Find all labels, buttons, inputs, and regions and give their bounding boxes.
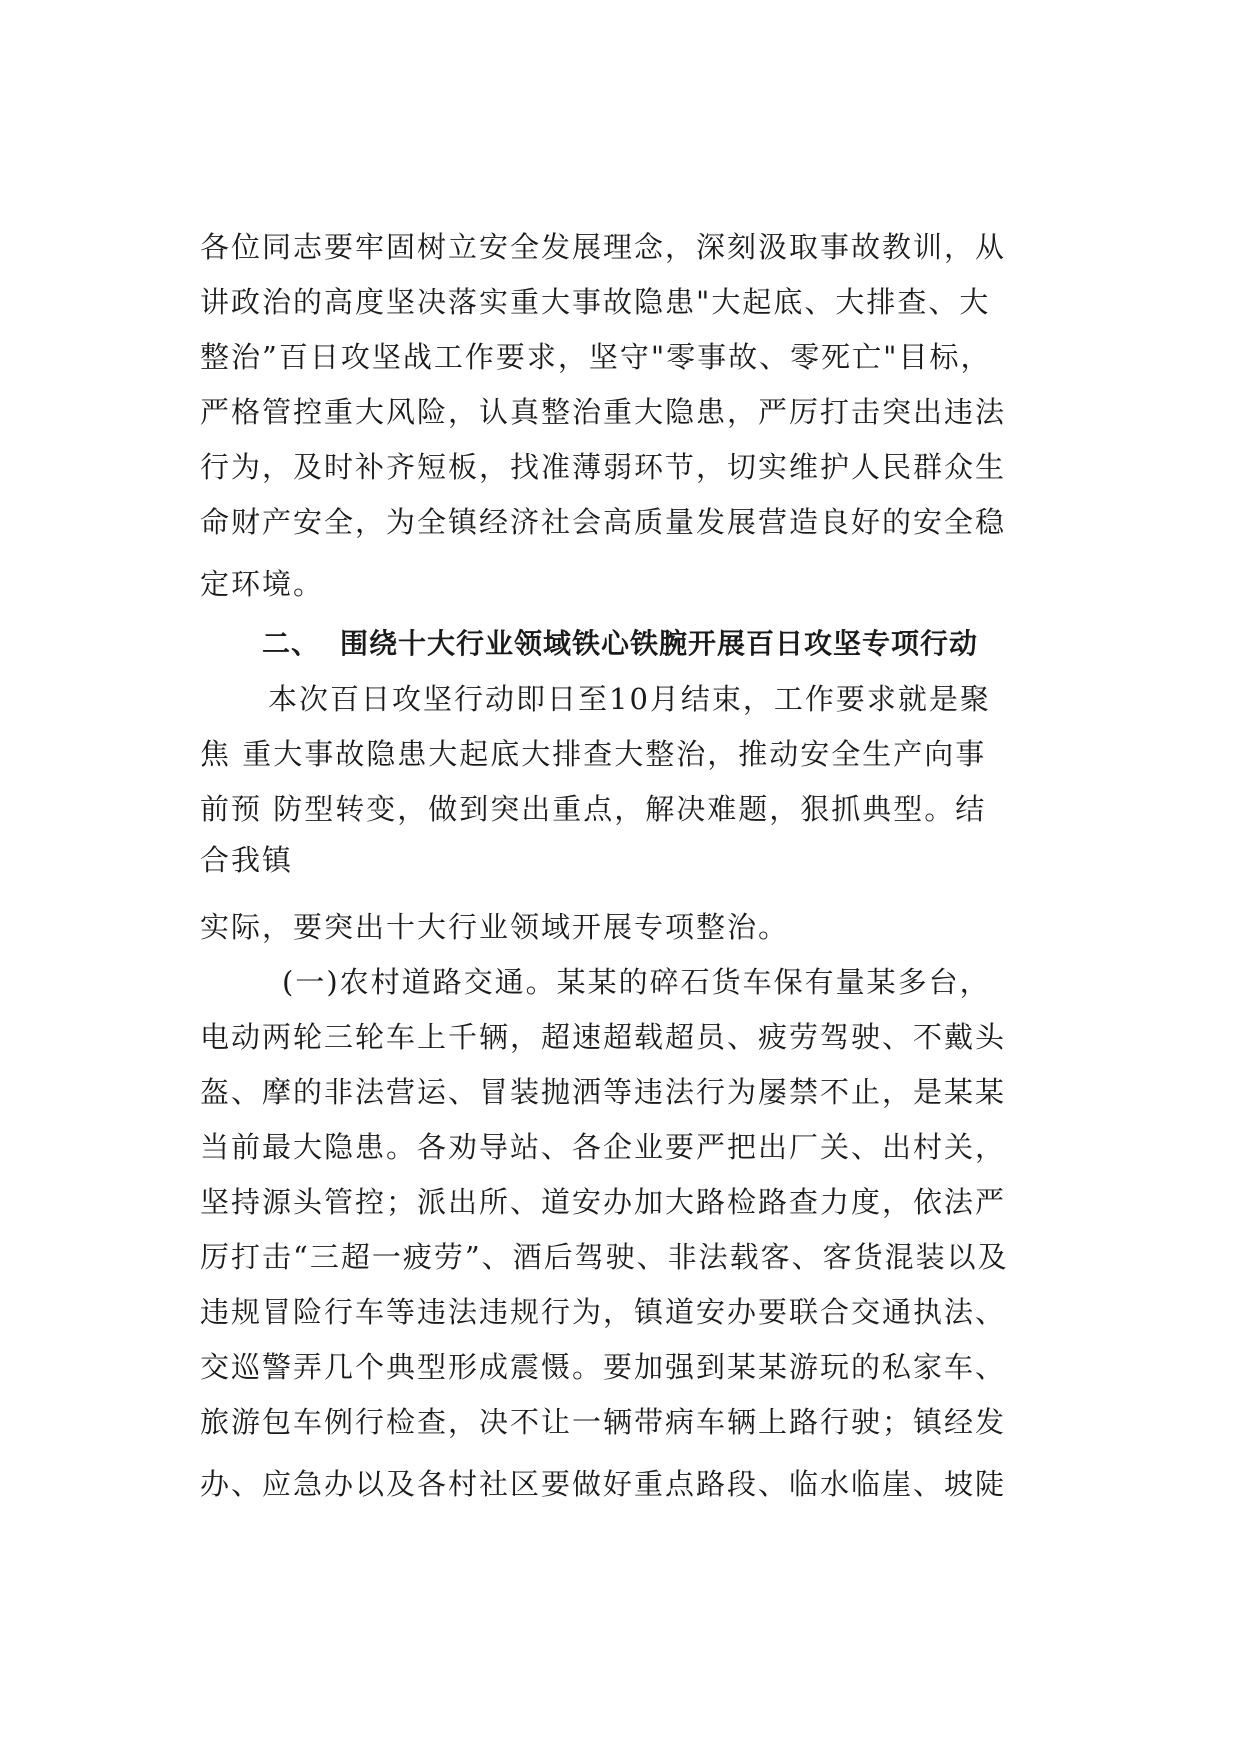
paragraph-2-line-4: 合我镇 (200, 843, 294, 877)
paragraph-2-line-2: 焦 重大事故隐患大起底大排查大整治，推动安全生产向事 (200, 737, 987, 771)
section-heading: 围绕十大行业领域铁心铁腕开展百日攻坚专项行动 (340, 627, 979, 660)
paragraph-1-line-7: 定环境。 (200, 567, 325, 601)
paragraph-3-line-4: 当前最大隐患。各劝导站、各企业要严把出厂关、出村关， (200, 1130, 1007, 1164)
paragraph-3-line-8: 交巡警弄几个典型形成震慑。要加强到某某游玩的私家车、 (200, 1350, 1007, 1384)
paragraph-1-line-5: 行为，及时补齐短板，找准薄弱环节，切实维护人民群众生 (200, 450, 1007, 484)
paragraph-1-line-1: 各位同志要牢固树立安全发展理念，深刻汲取事故教训，从 (200, 230, 1007, 264)
paragraph-3-line-6: 厉打击“三超一疲劳”、酒后驾驶、非法载客、客货混装以及 (200, 1240, 1009, 1274)
paragraph-3-line-7: 违规冒险行车等违法违规行为，镇道安办要联合交通执法、 (200, 1295, 1007, 1329)
paragraph-3-line-3: 盔、摩的非法营运、冒装抛洒等违法行为屡禁不止，是某某 (200, 1075, 1007, 1109)
paragraph-1-line-3: 整治”百日攻坚战工作要求，坚守"零事故、零死亡"目标， (200, 340, 992, 374)
paragraph-1-line-6: 命财产安全，为全镇经济社会高质量发展营造良好的安全稳 (200, 505, 1007, 539)
paragraph-2-line-5: 实际，要突出十大行业领域开展专项整治。 (200, 910, 790, 944)
paragraph-3-line-5: 坚持源头管控；派出所、道安办加大路检路查力度，依法严 (200, 1185, 1007, 1219)
paragraph-2-line-1: 本次百日攻坚行动即日至10月结束，工作要求就是聚 (268, 682, 991, 716)
paragraph-3-line-9: 旅游包车例行检查，决不让一辆带病车辆上路行驶；镇经发 (200, 1405, 1007, 1439)
paragraph-3-line-10: 办、应急办以及各村社区要做好重点路段、临水临崖、坡陡 (200, 1467, 1007, 1501)
paragraph-3-line-2: 电动两轮三轮车上千辆，超速超载超员、疲劳驾驶、不戴头 (200, 1020, 1007, 1054)
paragraph-1-line-2: 讲政治的高度坚决落实重大事故隐患"大起底、大排查、大 (200, 285, 991, 319)
paragraph-1-line-4: 严格管控重大风险，认真整治重大隐患，严厉打击突出违法 (200, 395, 1007, 429)
paragraph-3-line-1: (一)农村道路交通。某某的碎石货车保有量某多台， (282, 965, 991, 999)
section-heading-number: 二、 (262, 627, 321, 660)
paragraph-2-line-3: 前预 防型转变，做到突出重点，解决难题，狠抓典型。结 (200, 792, 987, 826)
